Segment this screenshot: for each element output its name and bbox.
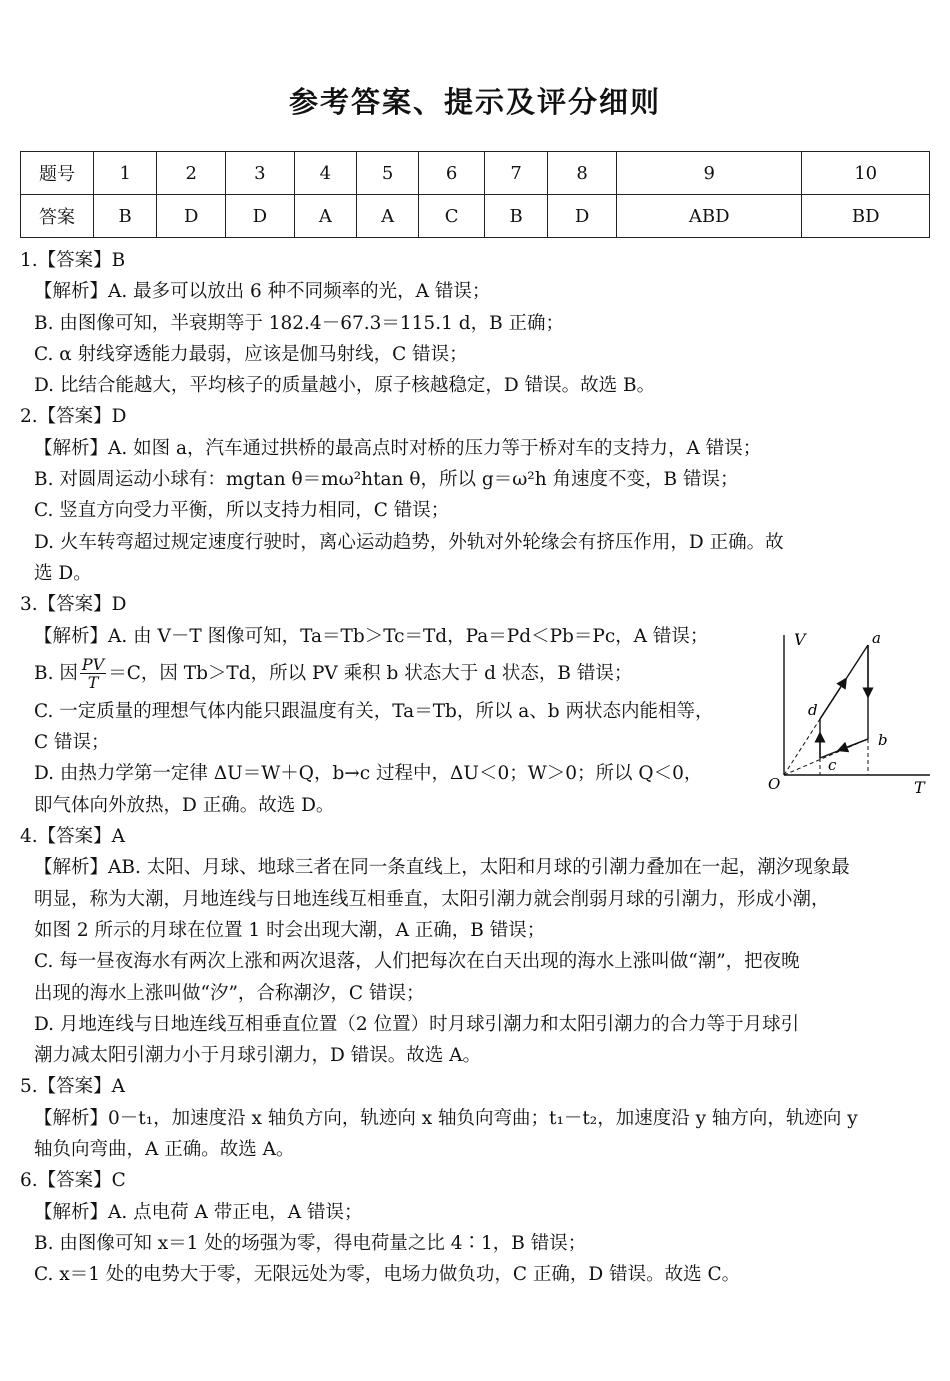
q1-answer-heading: 1.【答案】B [20, 250, 126, 271]
q2-analysis-d-line1: D. 火车转弯超过规定速度行驶时，离心运动趋势，外轨对外轮缘会有挤压作用，D 正确。故 [34, 531, 784, 553]
question-number-cell: 2 [157, 152, 226, 195]
question-number-cell: 1 [94, 152, 157, 195]
q1-analysis-d: D. 比结合能越大，平均核子的质量越小，原子核越稳定，D 错误。故选 B。 [34, 375, 656, 397]
q6-answer-heading: 6.【答案】C [20, 1170, 126, 1192]
v-axis-label: V [794, 630, 806, 649]
q2-analysis-b: B. 对圆周运动小球有：mgtan θ＝mω²htan θ，所以 g＝ω²h 角速度不变，B 错误； [34, 469, 739, 491]
q4-analysis-line1: 【解析】AB. 太阳、月球、地球三者在同一条直线上，太阳和月球的引潮力叠加在一起，潮汐现象最 [34, 857, 850, 879]
question-number-cell: 5 [356, 152, 418, 195]
q4-analysis-c-line1: C. 每一昼夜海水有两次上涨和两次退落，人们把每次在白天出现的海水上涨叫做“潮”，把夜晚 [34, 951, 800, 973]
question-number-cell: 3 [226, 152, 295, 195]
q6-analysis-c: C. x＝1 处的电势大于零，无限远处为零，电场力做负功，C 正确，D 错误。故选 C。 [34, 1264, 741, 1286]
q3-answer-heading: 3.【答案】D [20, 594, 127, 616]
q3-analysis-d-line1: D. 由热力学第一定律 ΔU＝W＋Q，b→c 过程中，ΔU＜0；W＞0；所以 Q＜0， [34, 763, 703, 785]
pv-over-t-fraction [80, 656, 106, 691]
arrow-b-to-c [842, 739, 868, 749]
q1-analysis-b: B. 由图像可知，半衰期等于 182.4－67.3＝115.1 d，B 正确； [34, 312, 565, 334]
t-axis-label: T [914, 778, 925, 797]
q4-analysis-line2: 明显，称为大潮，月地连线与日地连线互相垂直，太阳引潮力就会削弱月球的引潮力，形成小潮， [34, 888, 830, 910]
question-number-cell: 8 [548, 152, 617, 195]
q3-b-prefix: B. 因 [34, 662, 78, 684]
point-c-label: c [828, 756, 837, 774]
q1-analysis-c: C. α 射线穿透能力最弱，应该是伽马射线，C 错误； [34, 343, 468, 365]
q3-analysis-a: 【解析】A. 由 V－T 图像可知，Ta＝Tb＞Tc＝Td，Pa＝Pd＜Pb＝Pc，A 错误； [34, 625, 709, 647]
answer-cell: D [548, 195, 617, 238]
q3-analysis-c-line1: C. 一定质量的理想气体内能只跟温度有关，Ta＝Tb，所以 a、b 两状态内能相等， [34, 700, 714, 722]
q1-analysis-a: 【解析】A. 最多可以放出 6 种不同频率的光，A 错误； [34, 281, 491, 303]
answer-table-number-row [21, 152, 930, 195]
q2-analysis-d-line2: 选 D。 [34, 562, 92, 584]
question-number-cell: 4 [294, 152, 356, 195]
answer-cell: A [294, 195, 356, 238]
q6-analysis-a: 【解析】A. 点电荷 A 带正电，A 错误； [34, 1201, 363, 1223]
origin-label: O [768, 775, 781, 793]
q2-analysis-c: C. 竖直方向受力平衡，所以支持力相同，C 错误； [34, 500, 450, 522]
q5-analysis-line1: 【解析】0－t₁，加速度沿 x 轴负方向，轨迹向 x 轴负向弯曲；t₁－t₂，加速度沿 y 轴方向，轨迹向 y [34, 1107, 858, 1129]
q6-analysis-b: B. 由图像可知 x＝1 处的场强为零，得电荷量之比 4∶1，B 错误； [34, 1232, 587, 1254]
answer-cell: B [484, 195, 547, 238]
q4-analysis-d-line2: 潮力减太阳引潮力小于月球引潮力，D 错误。故选 A。 [34, 1045, 481, 1067]
answer-table [20, 151, 930, 238]
point-b-label: b [878, 731, 888, 749]
q5-answer-heading: 5.【答案】A [20, 1076, 126, 1098]
q4-analysis-line3: 如图 2 所示的月球在位置 1 时会出现大潮，A 正确，B 错误； [34, 919, 546, 941]
point-d-label: d [808, 701, 818, 719]
q4-analysis-c-line2: 出现的海水上涨叫做“汐”，合称潮汐，C 错误； [34, 982, 425, 1004]
question-number-cell: 6 [419, 152, 485, 195]
answer-cell: A [356, 195, 418, 238]
question-number-cell: 10 [802, 152, 930, 195]
answer-cell: BD [802, 195, 930, 238]
page-title: 参考答案、提示及评分细则 [288, 85, 661, 119]
q5-analysis-line2: 轴负向弯曲，A 正确。故选 A。 [34, 1139, 295, 1161]
q3-analysis-b [20, 652, 779, 696]
q3-analysis-d-line2: 即气体向外放热，D 正确。故选 D。 [34, 794, 335, 816]
answer-cell: C [419, 195, 485, 238]
answer-table-answer-row [21, 195, 930, 238]
answer-header-cell: 答案 [21, 195, 94, 238]
number-header-cell: 题号 [21, 152, 94, 195]
question-number-cell: 7 [484, 152, 547, 195]
q3-b-suffix: ＝C，因 Tb＞Td，所以 PV 乘积 b 状态大于 d 状态，B 错误； [108, 662, 633, 684]
answer-cell: D [226, 195, 295, 238]
answer-cell: B [94, 195, 157, 238]
arrow-d-to-a [820, 682, 844, 719]
fraction-denominator: T [87, 673, 99, 693]
q3-analysis-c-line2: C 错误； [34, 732, 110, 754]
isobar-line-ad [784, 719, 820, 775]
q2-analysis-a: 【解析】A. 如图 a，汽车通过拱桥的最高点时对桥的压力等于桥对车的支持力，A 错误； [34, 437, 762, 459]
answer-cell: ABD [616, 195, 801, 238]
q4-answer-heading: 4.【答案】A [20, 826, 126, 848]
q2-answer-heading: 2.【答案】D [20, 406, 127, 428]
fraction-numerator: PV [81, 655, 105, 675]
question-number-cell: 9 [616, 152, 801, 195]
point-a-label: a [872, 629, 881, 647]
v-t-diagram [758, 627, 938, 802]
answer-cell: D [157, 195, 226, 238]
q4-analysis-d-line1: D. 月地连线与日地连线互相垂直位置（2 位置）时月球引潮力和太阳引潮力的合力等于月球引 [34, 1013, 800, 1035]
